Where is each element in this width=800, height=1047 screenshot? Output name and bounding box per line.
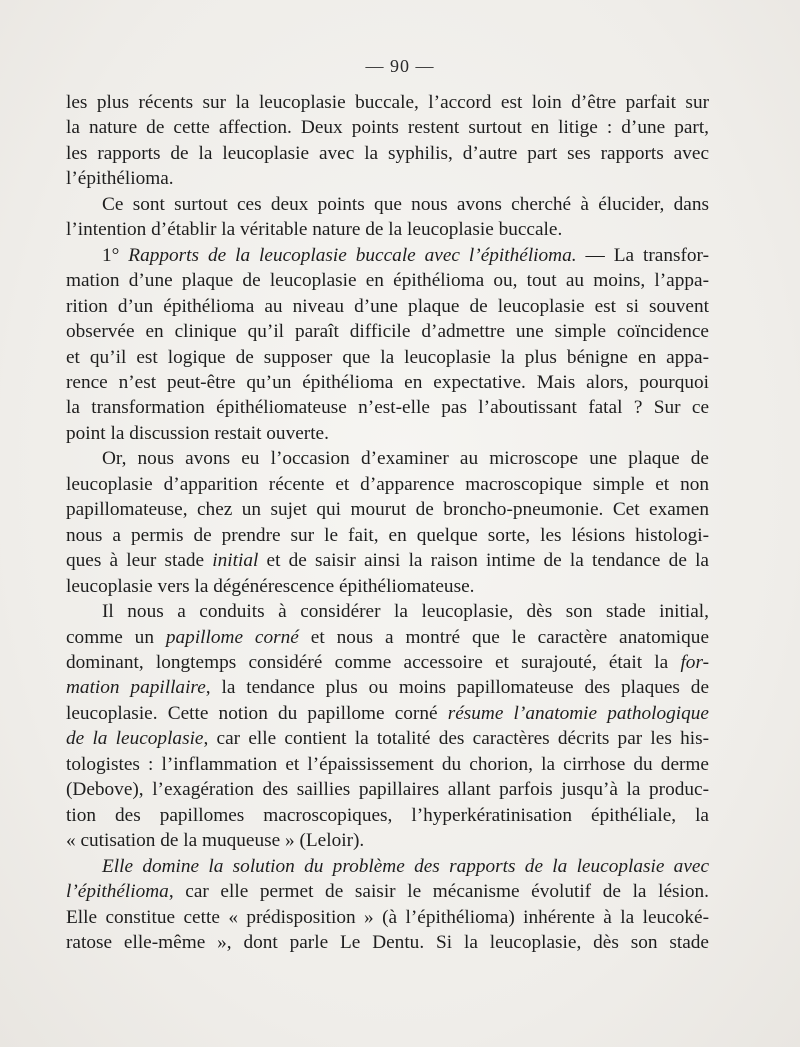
text-span: les rapports de la leucoplasie avec la syphilis, d’autre part ses rapports avec — [66, 142, 709, 164]
text-line — [66, 650, 709, 675]
text-line — [66, 243, 709, 268]
text-line — [66, 141, 709, 166]
text-line — [66, 548, 709, 573]
text-span: , car elle permet de saisir le mécanisme évolutif de la lésion. — [168, 881, 709, 903]
text-line — [66, 777, 709, 802]
text-span: tologistes : l’inflammation et l’épaississement du chorion, la cirrhose du derme — [66, 753, 709, 775]
text-line — [66, 752, 709, 777]
text-span: les plus récents sur la leucoplasie buccale, l’accord est loin d’être parfait sur — [66, 92, 709, 113]
text-line — [66, 497, 709, 522]
text-span: Ce sont surtout ces deux points que nous avons cherché à élucider, dans — [102, 193, 709, 215]
text-line — [66, 905, 709, 930]
text-span: « cutisation de la muqueuse » (Leloir). — [66, 830, 365, 852]
italic-text: de la leucoplasie — [66, 728, 204, 750]
italic-text: Rapports de la leucoplasie buccale avec l’épithélioma. — [128, 244, 577, 266]
text-line — [66, 854, 709, 879]
text-span: , car elle contient la totalité des caractères décrits par les his- — [203, 728, 709, 750]
text-line — [66, 675, 709, 700]
text-span: — La transfor- — [576, 244, 710, 266]
italic-text: résume l’anatomie pathologique — [447, 702, 709, 724]
text-line — [66, 701, 709, 726]
italic-text: Elle domine la solution du problème des rapports de la leucoplasie avec — [102, 855, 709, 877]
italic-text: initial — [212, 550, 259, 572]
text-line — [66, 930, 709, 955]
text-span: la transformation épithéliomateuse n’est-elle pas l’aboutissant fatal ? Sur ce — [66, 397, 709, 419]
text-line — [66, 803, 709, 828]
text-span: ques à leur stade — [66, 550, 213, 572]
text-line — [66, 166, 709, 191]
text-span: leucoplasie vers la dégénérescence épithéliomateuse. — [66, 575, 475, 597]
italic-text: mation papillaire — [66, 677, 206, 699]
text-span: comme un — [66, 626, 166, 648]
text-span: (Debove), l’exagération des saillies papillaires allant parfois jusqu’à la produc- — [66, 779, 709, 801]
text-line — [66, 625, 709, 650]
text-span: dominant, longtemps considéré comme accessoire et surajouté, était la — [66, 651, 681, 673]
text-span: Il nous a conduits à considérer la leucoplasie, dès son stade initial, — [102, 601, 709, 623]
text-span: rence n’est peut-être qu’un épithélioma en expectative. Mais alors, pourquoi — [66, 371, 709, 393]
text-span: rition d’un épithélioma au niveau d’une plaque de leucoplasie est si souvent — [66, 295, 709, 317]
text-line — [66, 115, 709, 140]
text-span: la nature de cette affection. Deux points restent surtout en litige : d’une part, — [66, 117, 709, 139]
text-span: ratose elle-même », dont parle Le Dentu. Si la leucoplasie, dès son stade — [66, 931, 709, 953]
page-number: — 90 — — [365, 56, 435, 76]
text-line — [66, 523, 709, 548]
italic-text: papillome corné — [165, 626, 299, 648]
text-span: , la tendance plus ou moins papillomateuse des plaques de — [205, 677, 710, 699]
text-span: Or, nous avons eu l’occasion d’examiner au microscope une plaque de — [102, 448, 709, 470]
text-line — [66, 345, 709, 370]
text-line — [66, 828, 709, 853]
text-span: observée en clinique qu’il paraît difficile d’admettre une simple coïncidence — [66, 321, 709, 343]
text-line — [66, 90, 709, 115]
text-span: et qu’il est logique de supposer que la leucoplasie la plus bénigne en appa- — [66, 346, 709, 368]
text-span: et de saisir ainsi la raison intime de la tendance de la — [258, 550, 709, 572]
text-line — [66, 217, 709, 242]
text-line — [66, 268, 709, 293]
text-span: leucoplasie. Cette notion du papillome corné — [66, 702, 448, 724]
text-span: 1° — [102, 244, 129, 266]
text-span: l’épithélioma. — [66, 168, 174, 190]
text-span: Elle constitue cette « prédisposition » (à l’épithélioma) inhérente à la leucoké- — [66, 906, 709, 928]
text-line — [66, 192, 709, 217]
italic-text: for- — [680, 651, 709, 673]
text-span: nous a permis de prendre sur le fait, en quelque sorte, les lésions histologi- — [66, 524, 709, 546]
text-span: leucoplasie d’apparition récente et d’apparence macroscopique simple et non — [66, 473, 709, 495]
text-line — [66, 370, 709, 395]
text-line — [66, 446, 709, 471]
text-span: papillomateuse, chez un sujet qui mourut de broncho-pneumonie. Cet examen — [66, 499, 709, 521]
text-span: mation d’une plaque de leucoplasie en épithélioma ou, tout au moins, l’appa- — [66, 270, 709, 292]
text-line — [66, 472, 709, 497]
text-span: l’intention d’établir la véritable nature de la leucoplasie buccale. — [66, 219, 563, 241]
text-span: point la discussion restait ouverte. — [66, 422, 329, 444]
italic-text: l’épithélioma — [66, 881, 169, 903]
text-line — [66, 421, 709, 446]
text-line — [66, 395, 709, 420]
text-line — [66, 599, 709, 624]
body-text — [66, 90, 709, 955]
text-span: et nous a montré que le caractère anatomique — [298, 626, 709, 648]
text-line — [66, 319, 709, 344]
text-line — [66, 726, 709, 751]
text-line — [66, 879, 709, 904]
text-span: tion des papillomes macroscopiques, l’hyperkératinisation épithéliale, la — [66, 804, 709, 826]
text-line — [66, 294, 709, 319]
text-line — [66, 574, 709, 599]
